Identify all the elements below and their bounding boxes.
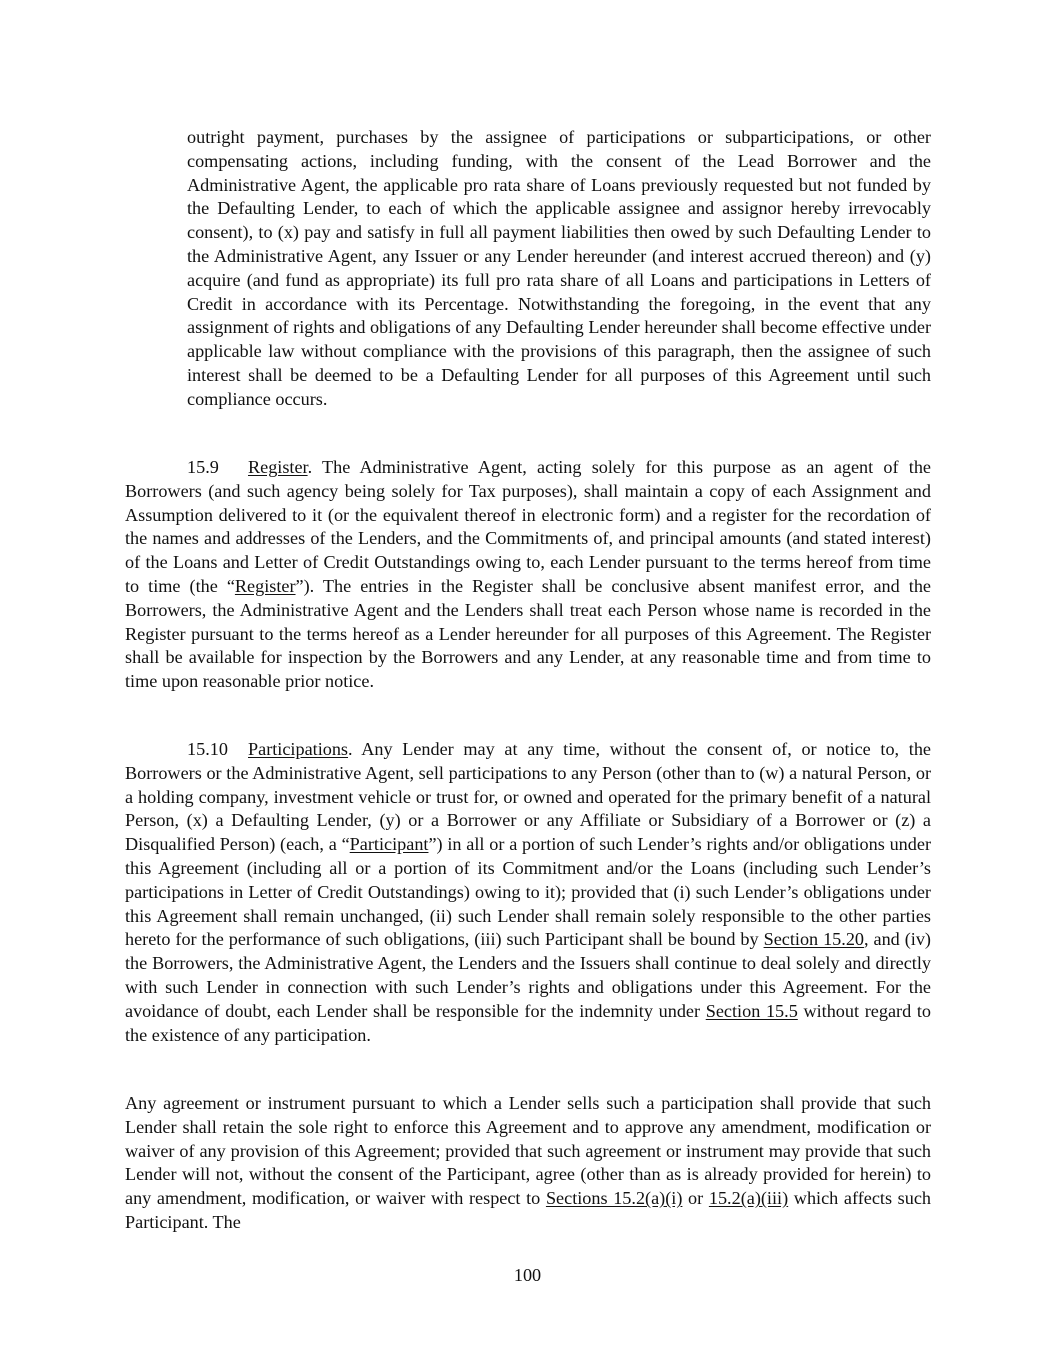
section-cross-reference: Section 15.20 (763, 929, 865, 950)
paragraph-text: Any agreement or instrument pursuant to which a Lender sells such a participation shall provide that such Lender shall retain the sole right to enforce this Agreement and to approve any amendment, modification or waiver of any provision of this Agreement; provided that such agreement or instrument may provide that such Lender will not, without the consent of the Participant, agree (other than as is already provided for herein) to any amendment, modification, or waiver with respect to (125, 1093, 931, 1209)
section-number: 15.10 (187, 739, 228, 759)
section-15-9-paragraph (125, 456, 931, 694)
paragraph-text: which affects such Participant. The (125, 1188, 932, 1232)
participation-agreement-paragraph (125, 1092, 931, 1235)
page-number: 100 (513, 1265, 542, 1285)
section-number: 15.9 (187, 457, 219, 477)
section-cross-reference: Section 15.5 (705, 1000, 798, 1021)
section-15-10-paragraph (125, 738, 931, 1047)
section-cross-reference: Sections 15.2(a)(i) (545, 1188, 683, 1209)
section-text: . The Administrative Agent, acting solely for this purpose as an agent of the Borrowers (and such agency being solely for Tax purposes), shall maintain a copy of each Assignment and Assumption delivered to it (or the equivalent thereof in electronic form) and a register for the recordation of the names and addresses of the Lenders, and the Commitments of, and principal amounts (and stated interest) of the Loans and Letter of Credit Outstandings owing to, each Lender pursuant to the terms hereof from time to time (the “ (125, 457, 931, 596)
section-text: . Any Lender may at any time, without the consent of, or notice to, the Borrowers or the Administrative Agent, sell participations to any Person (other than to (w) a natural Person, or a holding company, investment vehicle or trust for, or owned and operated for the primary benefit of a natural Person, (x) a Defaulting Lender, (y) or a Borrower or any Affiliate or Subsidiary of a Borrower or (z) a Disqualified Person) (each, a “ (125, 739, 931, 855)
defined-term: Register (234, 575, 296, 596)
section-text: without regard to the existence of any participation. (125, 1000, 931, 1045)
section-cross-reference: 15.2(a)(iii) (708, 1188, 789, 1209)
section-text: ”). The entries in the Register shall be conclusive absent manifest error, and the Borrowers, the Administrative Agent and the Lenders shall treat each Person whose name is recorded in the Register pursuant to the terms hereof as a Lender hereunder for all purposes of this Agreement. The Register shall be available for inspection by the Borrowers and any Lender, at any reasonable time and from time to time upon reasonable prior notice. (125, 575, 931, 692)
paragraph-text: or (682, 1188, 709, 1209)
defined-term: Participant (349, 834, 429, 855)
section-text: , and (iv) the Borrowers, the Administrative Agent, the Lenders and the Issuers shall continue to deal solely and directly with such Lender in connection with such Lender’s rights and obligations under this Agreement. For the avoidance of doubt, each Lender shall be responsible for the indemnity under (125, 929, 931, 1021)
section-heading: Participations (248, 739, 349, 759)
continuation-paragraph: outright payment, purchases by the assignee of participations or subparticipations, or other compensating actions, including funding, with the consent of the Lead Borrower and the Administrative Agent, the applicable pro rata share of Loans previously requested but not funded by the Defaulting Lender, to each of which the applicable assignee and assignor hereby irrevocably consent), to (x) pay and satisfy in full all payment liabilities then owed by such Defaulting Lender to the Administrative Agent, any Issuer or any Lender hereunder (and interest accrued thereon) and (y) acquire (and fund as appropriate) its full pro rata share of all Loans and participations in Letters of Credit in accordance with its Percentage. Notwithstanding the foregoing, in the event that any assignment of rights and obligations of any Defaulting Lender hereunder shall become effective under applicable law without compliance with the provisions of this paragraph, then the assignee of such interest shall be deemed to be a Defaulting Lender for all purposes of this Agreement until such compliance occurs. (187, 127, 931, 409)
section-heading: Register (248, 457, 308, 477)
section-text: ”) in all or a portion of such Lender’s rights and/or obligations under this Agreement (including all or a portion of its Commitment and/or the Loans (including such Lender’s participations in Letter of Credit Outstandings) owing to it); provided that (i) such Lender’s obligations under this Agreement shall remain unchanged, (ii) such Lender shall remain solely responsible to the other parties hereto for the performance of such obligations, (iii) such Participant shall be bound by (125, 834, 931, 950)
